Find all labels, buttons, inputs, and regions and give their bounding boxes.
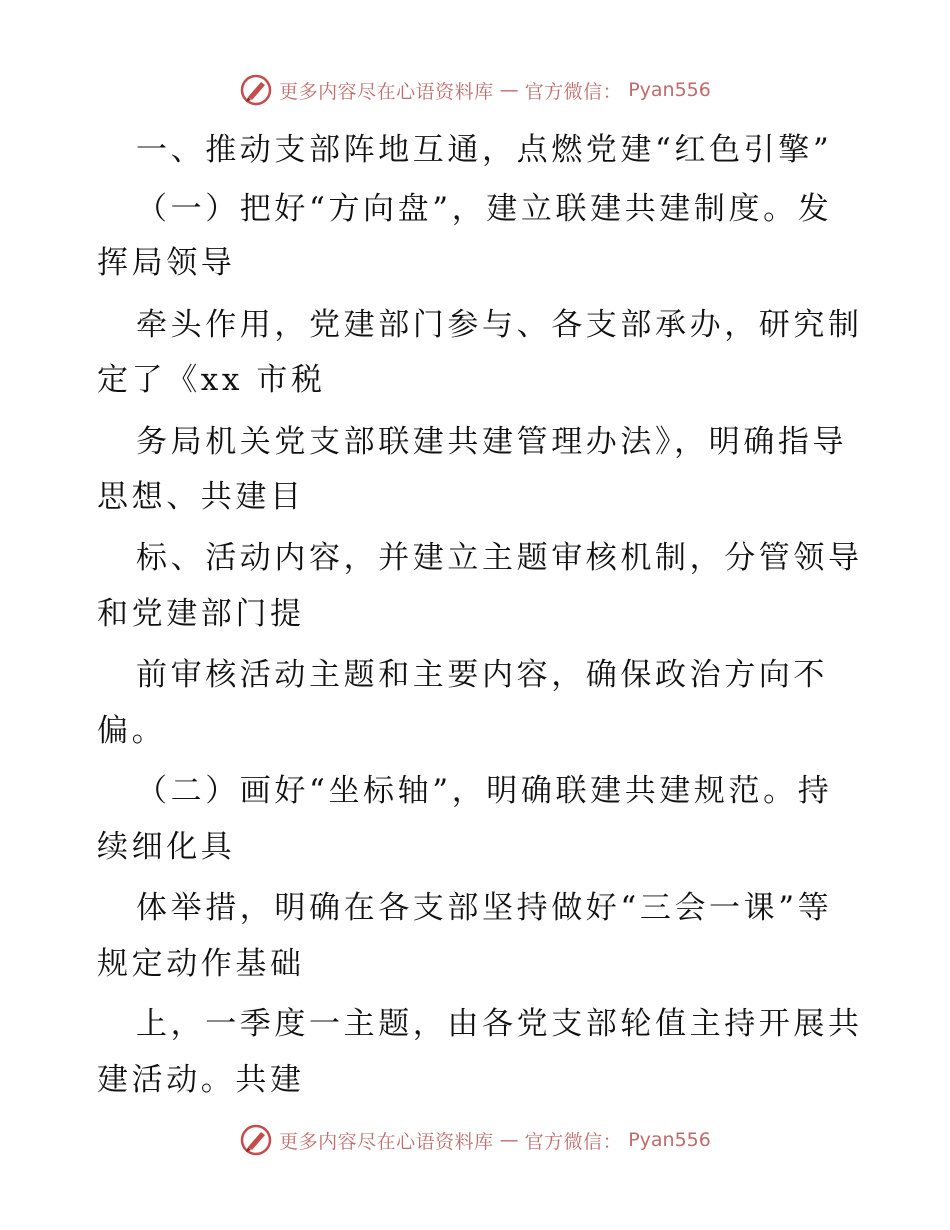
paragraph-line: 务局机关党支部联建共建管理办法》，明确指导: [136, 424, 848, 460]
paragraph-line: 牵头作用，党建部门参与、各支部承办，研究制: [136, 307, 863, 343]
paragraph-line: 标、活动内容，并建立主题审核机制，分管领导: [136, 540, 863, 576]
paragraph-line: 定了《xx 市税: [97, 362, 326, 398]
paragraph-line: 偏。: [97, 713, 167, 749]
watermark-header: [0, 70, 950, 110]
paragraph-line: 前审核活动主题和主要内容，确保政治方向不: [136, 657, 828, 693]
watermark-separator: —: [499, 79, 519, 101]
pen-logo-icon: [239, 73, 273, 107]
paragraph-line: 规定动作基础: [97, 946, 305, 982]
pen-logo-icon: [239, 1123, 273, 1157]
paragraph-line: （二）画好“坐标轴”，明确联建共建规范。持: [136, 773, 833, 809]
watermark-wechat-id: Pyan556: [628, 79, 711, 101]
paragraph-line: 续细化具: [97, 829, 236, 865]
paragraph-line: 建活动。共建: [97, 1062, 305, 1098]
watermark-footer: [0, 1120, 950, 1160]
paragraph-line: 和党建部门提: [97, 596, 305, 632]
paragraph-line: 思想、共建目: [97, 479, 305, 515]
paragraph-line: 上，一季度一主题，由各党支部轮值主持开展共: [136, 1006, 863, 1042]
watermark-wechat-id: Pyan556: [628, 1129, 711, 1151]
watermark-wechat-label: 官方微信：: [524, 1130, 623, 1153]
watermark-text: 更多内容尽在心语资料库: [279, 1130, 494, 1153]
paragraph-line: 体举措，明确在各支部坚持做好“三会一课”等: [136, 890, 833, 926]
watermark-wechat-label: 官方微信：: [524, 80, 623, 103]
section-heading: 一、推动支部阵地互通，点燃党建“红色引擎”: [136, 132, 833, 168]
watermark-text: 更多内容尽在心语资料库: [279, 80, 494, 103]
paragraph-line: 挥局领导: [97, 245, 236, 281]
watermark-separator: —: [499, 1129, 519, 1151]
paragraph-line: （一）把好“方向盘”，建立联建共建制度。发: [136, 191, 833, 227]
